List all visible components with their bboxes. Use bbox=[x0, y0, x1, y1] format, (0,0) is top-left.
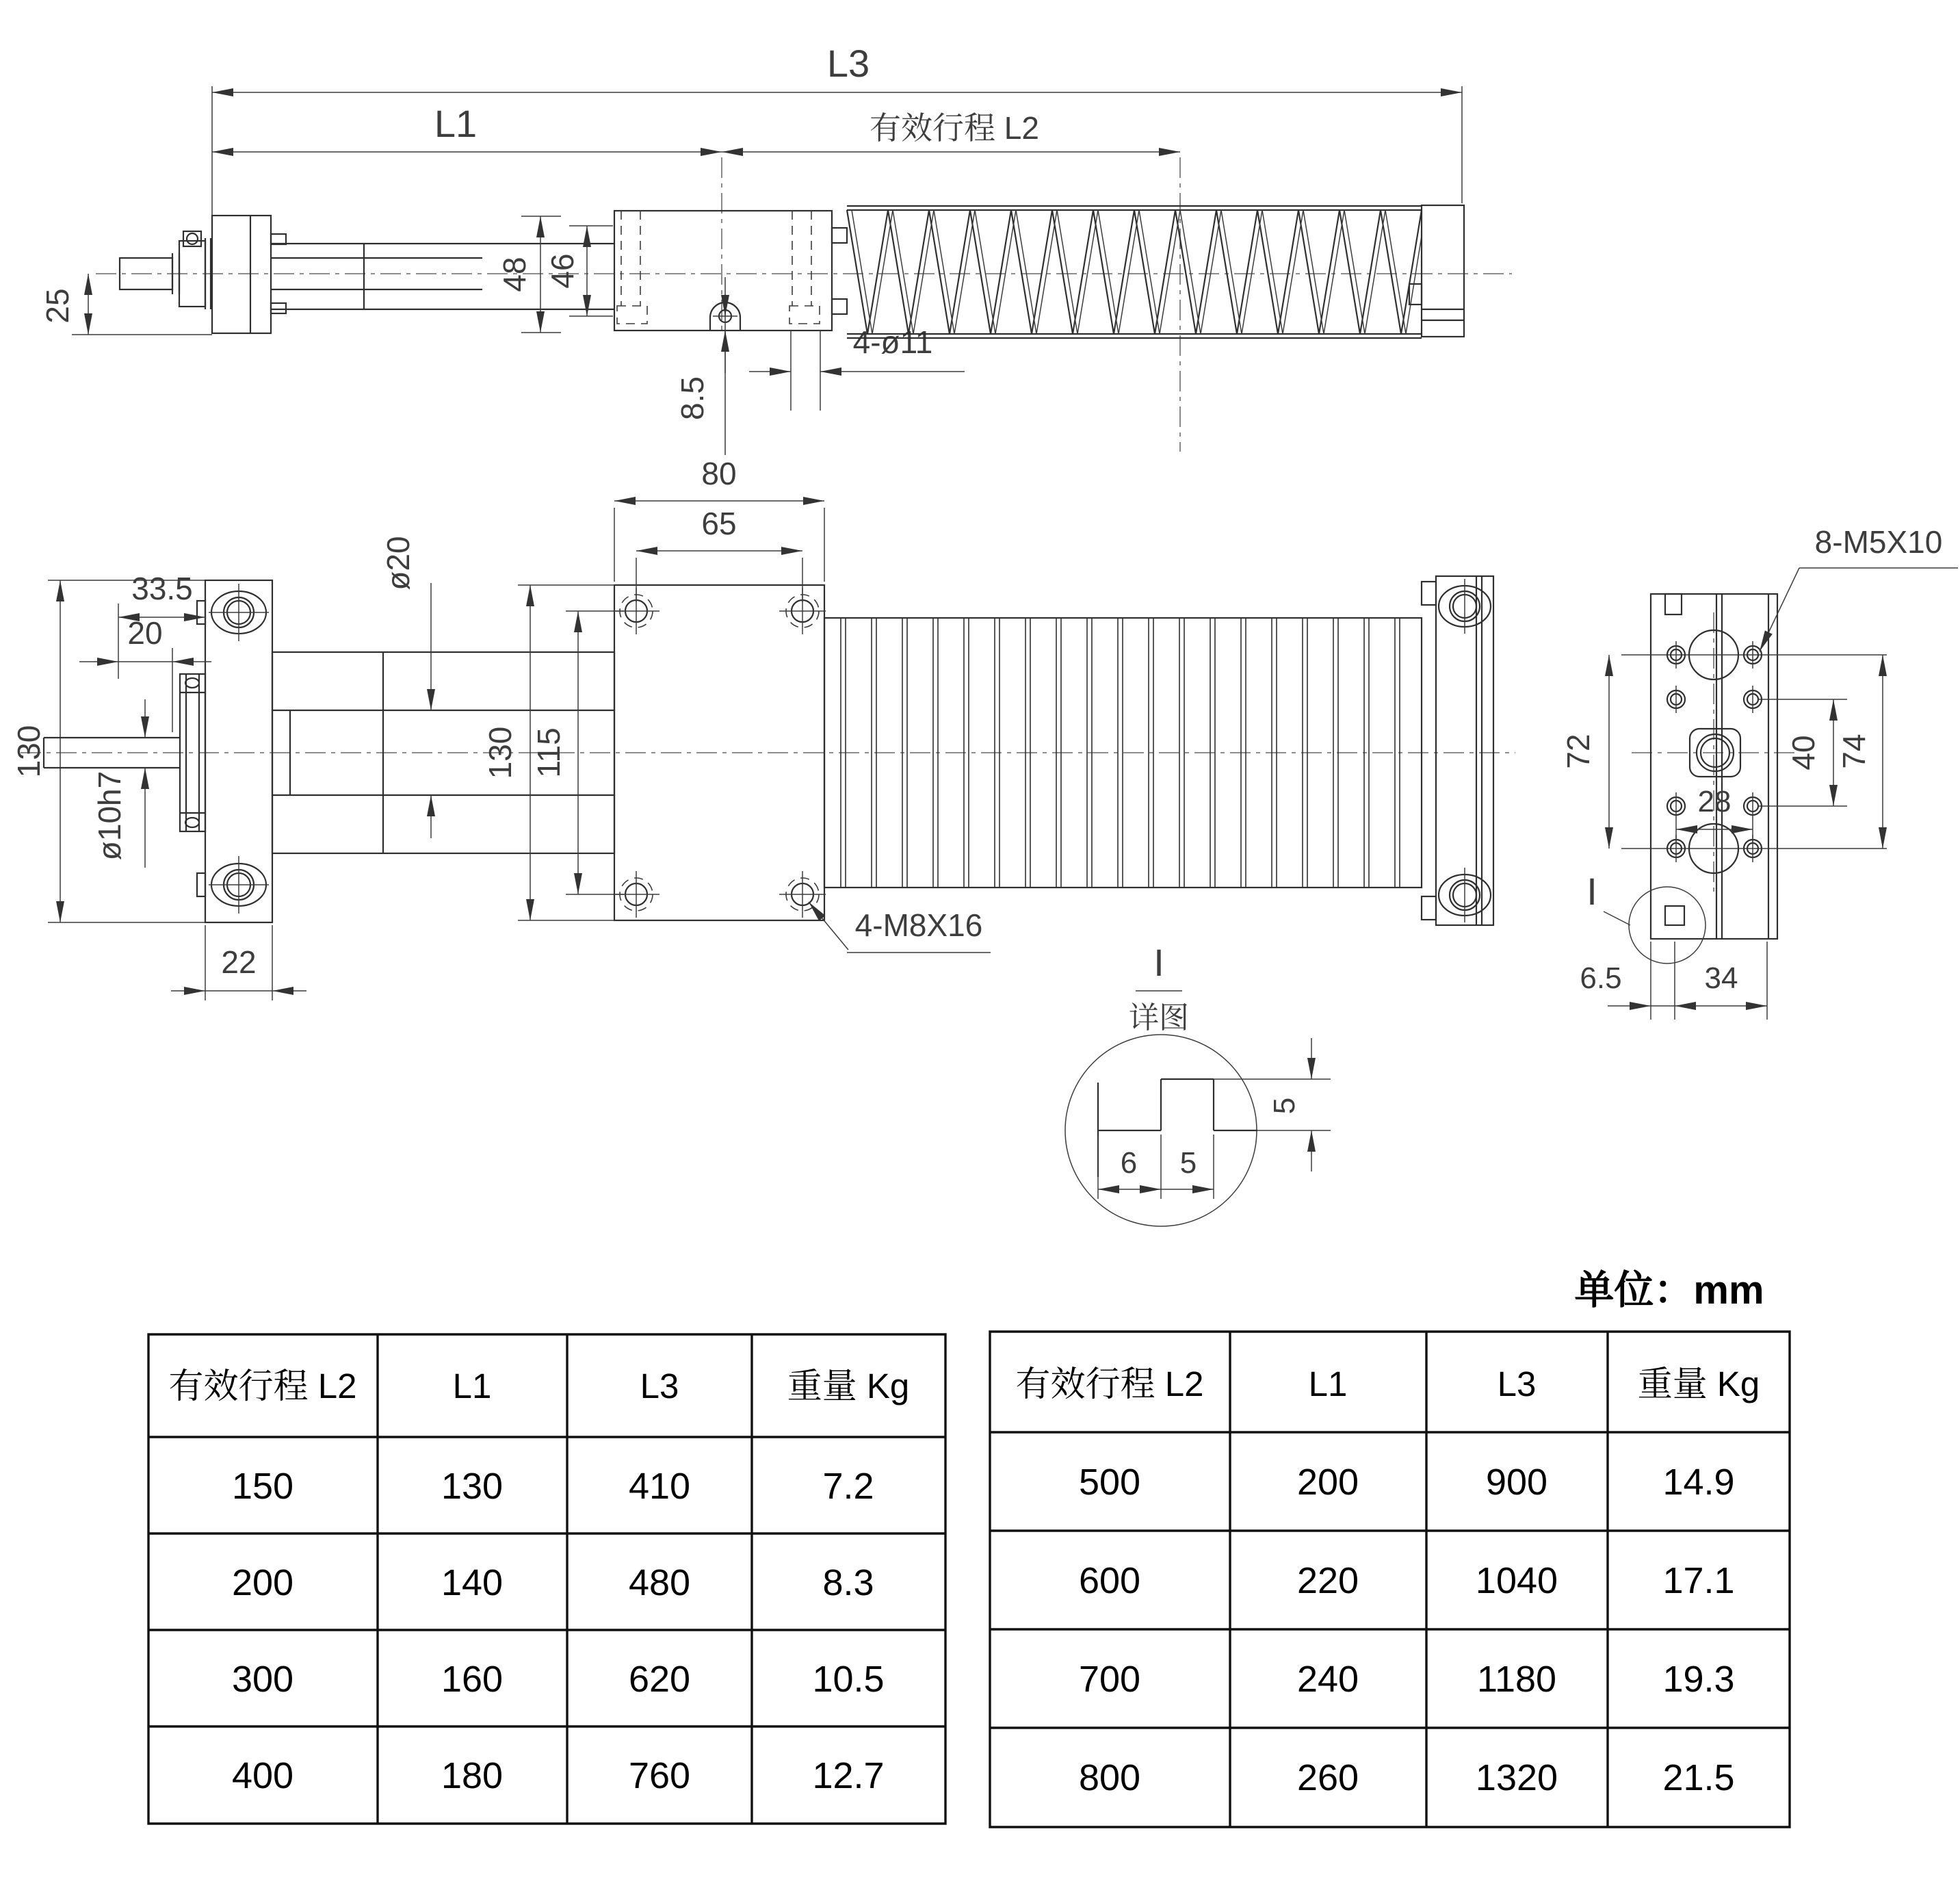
dim-l2: 有效行程 L2 bbox=[870, 110, 1039, 146]
detail-title: 详图 bbox=[1129, 1001, 1189, 1035]
cell: 150 bbox=[231, 1466, 294, 1507]
dim-8-5: 8.5 bbox=[675, 376, 710, 420]
cell: 260 bbox=[1296, 1757, 1359, 1798]
col-header: 有效行程 L2 bbox=[1015, 1364, 1204, 1403]
table-row bbox=[232, 1755, 885, 1796]
spec-table-right bbox=[990, 1332, 1790, 1827]
dim-25: 25 bbox=[40, 288, 75, 324]
flange-hole-bottom bbox=[209, 856, 269, 914]
spec-table-left bbox=[148, 1334, 945, 1824]
dim-72: 72 bbox=[1560, 734, 1596, 769]
detail-title-mark: I bbox=[1153, 941, 1164, 984]
rod-end bbox=[120, 231, 211, 309]
table-row bbox=[1079, 1757, 1735, 1798]
cell: 220 bbox=[1296, 1560, 1359, 1601]
cell: 900 bbox=[1485, 1462, 1548, 1503]
dim-80: 80 bbox=[701, 456, 737, 491]
top-view bbox=[40, 42, 1512, 455]
dim-115: 115 bbox=[531, 727, 566, 778]
cell: 180 bbox=[441, 1755, 504, 1796]
table-row bbox=[1079, 1560, 1735, 1601]
col-header: 重量 Kg bbox=[1637, 1364, 1760, 1403]
dim-130-flange: 130 bbox=[11, 725, 47, 778]
side-view bbox=[1560, 524, 1958, 1020]
flange-plate-plan bbox=[197, 580, 272, 922]
table-row bbox=[1079, 1659, 1735, 1700]
dim-22: 22 bbox=[221, 944, 257, 980]
unit-note: 单位：mm bbox=[1574, 1268, 1764, 1312]
dim-4-m8x16: 4-M8X16 bbox=[854, 907, 983, 943]
dim-5-width: 5 bbox=[1179, 1146, 1197, 1180]
cell: 200 bbox=[1296, 1462, 1359, 1503]
dim-6: 6 bbox=[1120, 1146, 1138, 1180]
cell: 130 bbox=[441, 1466, 504, 1507]
dim-l1: L1 bbox=[434, 102, 478, 145]
flange-hole-top bbox=[209, 584, 269, 641]
cell: 620 bbox=[628, 1659, 691, 1700]
table-row bbox=[232, 1562, 874, 1603]
dim-8-m5x10: 8-M5X10 bbox=[1814, 524, 1943, 560]
col-header: L1 bbox=[1308, 1364, 1348, 1403]
col-header: L3 bbox=[1497, 1364, 1537, 1403]
cell: 7.2 bbox=[822, 1466, 874, 1507]
dim-20: 20 bbox=[127, 615, 163, 651]
cell: 480 bbox=[628, 1562, 691, 1603]
detail-mark-i: I bbox=[1586, 870, 1597, 913]
cell: 14.9 bbox=[1662, 1462, 1735, 1503]
bellows-plan bbox=[824, 618, 1422, 888]
dim-6-5: 6.5 bbox=[1580, 961, 1622, 995]
dim-33-5: 33.5 bbox=[131, 571, 193, 606]
cell: 300 bbox=[231, 1659, 294, 1700]
dim-40: 40 bbox=[1786, 735, 1821, 771]
col-header: 有效行程 L2 bbox=[168, 1367, 357, 1406]
detail-view bbox=[1065, 941, 1331, 1226]
cell: 240 bbox=[1296, 1659, 1359, 1700]
cell: 17.1 bbox=[1662, 1560, 1735, 1601]
dim-34: 34 bbox=[1704, 961, 1738, 995]
dim-74: 74 bbox=[1836, 734, 1872, 769]
col-header: L3 bbox=[640, 1367, 679, 1406]
dim-46: 46 bbox=[545, 253, 580, 289]
plan-view bbox=[11, 456, 1515, 1000]
cell: 1040 bbox=[1475, 1560, 1558, 1601]
dim-130-body: 130 bbox=[482, 726, 518, 779]
cell: 10.5 bbox=[812, 1659, 885, 1700]
table-row bbox=[1079, 1462, 1735, 1503]
dim-65: 65 bbox=[701, 506, 737, 541]
cell: 800 bbox=[1078, 1757, 1141, 1798]
flange-plate bbox=[212, 216, 286, 333]
cell: 400 bbox=[231, 1755, 294, 1796]
bellows-side bbox=[847, 206, 1422, 338]
cell: 12.7 bbox=[812, 1755, 885, 1796]
dim-48: 48 bbox=[497, 257, 532, 292]
dim-d20: ø20 bbox=[380, 536, 416, 591]
dim-5-height: 5 bbox=[1268, 1097, 1301, 1115]
cell: 700 bbox=[1078, 1659, 1141, 1700]
dim-d10h7: ø10h7 bbox=[92, 771, 127, 861]
cell: 760 bbox=[628, 1755, 691, 1796]
table-row bbox=[232, 1659, 885, 1700]
cell: 160 bbox=[441, 1659, 504, 1700]
table-row bbox=[232, 1466, 874, 1507]
end-plate-plan bbox=[1422, 576, 1493, 925]
dim-l3: L3 bbox=[826, 42, 870, 85]
cell: 1180 bbox=[1476, 1659, 1557, 1700]
cell: 500 bbox=[1078, 1462, 1141, 1503]
end-cap bbox=[1409, 205, 1464, 337]
motor-block bbox=[614, 211, 847, 331]
cell: 1320 bbox=[1475, 1757, 1558, 1798]
cell: 8.3 bbox=[822, 1562, 874, 1603]
col-header: 重量 Kg bbox=[787, 1367, 910, 1406]
cell: 200 bbox=[231, 1562, 294, 1603]
dim-4-d11: 4-ø11 bbox=[852, 324, 933, 360]
cell: 140 bbox=[441, 1562, 504, 1603]
cell: 410 bbox=[628, 1466, 691, 1507]
cell: 19.3 bbox=[1662, 1659, 1735, 1700]
col-header: L1 bbox=[452, 1367, 492, 1406]
dim-28: 28 bbox=[1697, 785, 1732, 818]
cell: 21.5 bbox=[1662, 1757, 1735, 1798]
cell: 600 bbox=[1078, 1560, 1141, 1601]
